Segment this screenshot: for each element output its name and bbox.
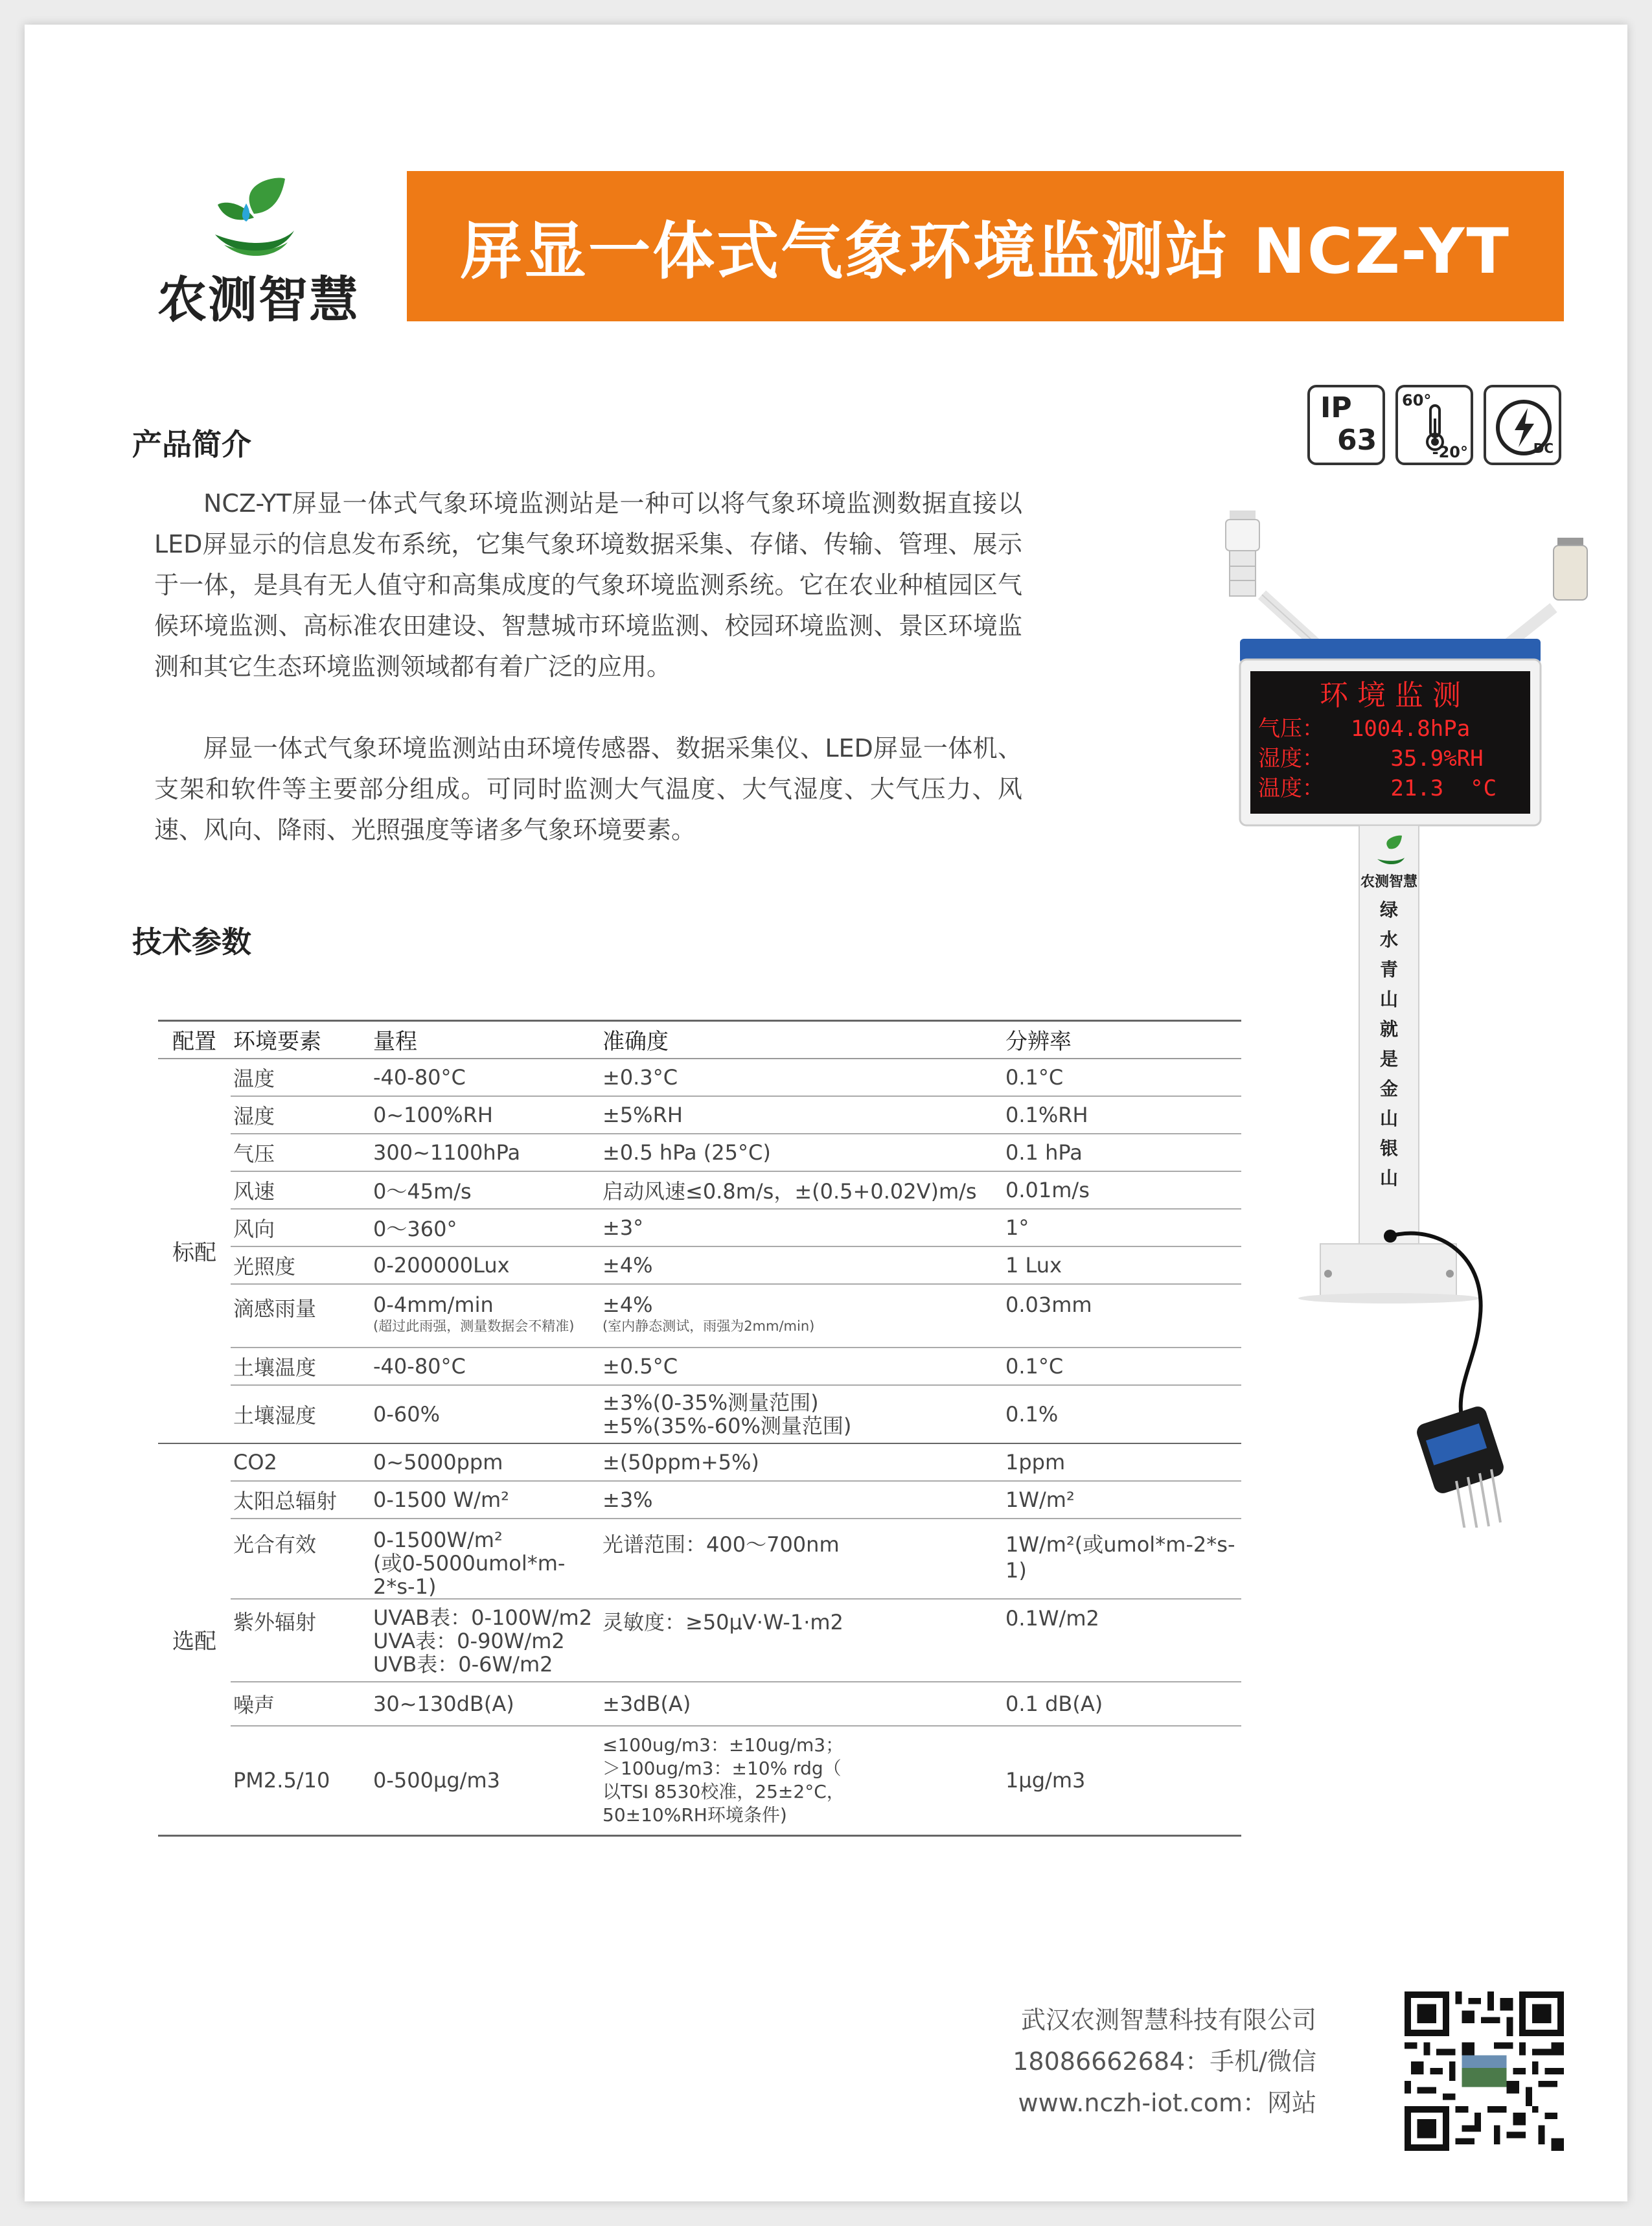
temperature-range-badge — [1395, 385, 1473, 465]
param-range: -40-80°C — [371, 1059, 600, 1096]
param-name: 湿度 — [231, 1096, 371, 1134]
soil-sensor-icon — [1414, 1404, 1506, 1528]
param-range-note: (超过此雨强，测量数据会不精准) — [373, 1318, 575, 1334]
table-header-row — [158, 1021, 1241, 1059]
slogan-char: 就 — [1379, 1018, 1399, 1040]
param-accuracy: ±3% — [600, 1481, 1003, 1519]
param-name: 温度 — [231, 1059, 371, 1096]
spec-table — [158, 1020, 1241, 1837]
param-name: 气压 — [231, 1134, 371, 1171]
post-brand: 农测智慧 — [1360, 874, 1418, 890]
slogan-char: 银 — [1379, 1138, 1399, 1159]
param-name: 风向 — [231, 1209, 371, 1246]
col-header: 准确度 — [600, 1021, 1003, 1059]
slogan-char: 绿 — [1379, 899, 1399, 921]
specs-heading: 技术参数 — [132, 924, 251, 959]
website: www.nczh-iot.com：网站 — [1018, 2089, 1316, 2117]
param-accuracy: ±5%RH — [600, 1096, 1003, 1134]
param-name: 太阳总辐射 — [231, 1481, 371, 1519]
param-accuracy-line3: 以TSI 8530校准，25±2°C， — [602, 1781, 845, 1803]
table-row — [158, 1096, 1241, 1134]
table-row — [158, 1209, 1241, 1246]
param-range: 300~1100hPa — [371, 1134, 600, 1171]
phone: 18086662684：手机/微信 — [1013, 2047, 1316, 2076]
page-title: 屏显一体式气象环境监测站 NCZ-YT — [460, 214, 1511, 288]
param-accuracy-line2: ＞100ug/m3：±10% rdg（ — [602, 1758, 842, 1780]
param-accuracy-line4: 50±10%RH环境条件) — [602, 1804, 787, 1826]
leaf-logo-icon — [209, 175, 299, 262]
table-row — [158, 1348, 1241, 1385]
col-header: 配置 — [158, 1021, 231, 1059]
param-resolution: 0.1W/m2 — [1003, 1599, 1241, 1682]
param-range-line2: UVA表：0-90W/m2 — [373, 1628, 565, 1653]
param-name: 土壤湿度 — [231, 1385, 371, 1443]
group-label-standard: 标配 — [158, 1059, 231, 1443]
param-resolution: 0.1%RH — [1003, 1096, 1241, 1134]
ip-value: 63 — [1337, 424, 1377, 457]
page — [25, 25, 1627, 2201]
param-range: 0~100%RH — [371, 1096, 600, 1134]
light-sensor-icon — [1554, 538, 1587, 600]
param-accuracy: 光谱范围：400～700nm — [600, 1519, 1003, 1599]
slogan-char: 金 — [1379, 1078, 1399, 1099]
param-name: 光照度 — [231, 1246, 371, 1284]
col-header: 量程 — [371, 1021, 600, 1059]
table-row — [158, 1726, 1241, 1836]
ip-label: IP — [1320, 391, 1352, 424]
table-row — [158, 1284, 1241, 1348]
slogan-char: 是 — [1379, 1048, 1399, 1070]
param-accuracy: ≤100ug/m3：±10ug/m3； — [602, 1734, 844, 1756]
param-name: CO2 — [231, 1443, 371, 1481]
param-accuracy: ±4% — [600, 1246, 1003, 1284]
table-row — [158, 1682, 1241, 1726]
product-photo — [1152, 504, 1605, 1528]
param-resolution: 1° — [1003, 1209, 1241, 1246]
power-label: DC — [1533, 441, 1554, 456]
param-range: 0～45m/s — [371, 1171, 600, 1209]
param-accuracy-line2: ±5%(35%-60%测量范围) — [602, 1413, 852, 1438]
led-title: 环 境 监 测 — [1320, 679, 1461, 712]
param-accuracy: ±0.3°C — [600, 1059, 1003, 1096]
param-resolution: 0.1°C — [1003, 1348, 1241, 1385]
param-range: 0-60% — [371, 1385, 600, 1443]
param-range: 30~130dB(A) — [371, 1682, 600, 1726]
slogan-char: 山 — [1379, 1167, 1399, 1189]
param-name: 噪声 — [231, 1682, 371, 1726]
led-row-humidity: 湿度： 35.9%RH — [1258, 746, 1484, 772]
qr-code-icon[interactable] — [1405, 1991, 1564, 2151]
param-name: 风速 — [231, 1171, 371, 1209]
param-accuracy: ±(50ppm+5%) — [600, 1443, 1003, 1481]
param-accuracy: ±0.5°C — [600, 1348, 1003, 1385]
param-range: 0-200000Lux — [371, 1246, 600, 1284]
slogan-char: 山 — [1379, 1108, 1399, 1129]
led-row-temperature: 温度： 21.3 °C — [1258, 775, 1497, 801]
param-range: 0-4mm/min — [373, 1292, 494, 1317]
param-name: 光合有效 — [231, 1519, 371, 1599]
param-range: 0～360° — [371, 1209, 600, 1246]
company-name: 武汉农测智慧科技有限公司 — [1020, 2006, 1316, 2034]
param-accuracy: 启动风速≤0.8m/s，±(0.5+0.02V)m/s — [600, 1171, 1003, 1209]
param-accuracy: ±3° — [600, 1209, 1003, 1246]
contact-info — [1013, 1999, 1316, 2124]
temp-high: 60° — [1402, 391, 1432, 409]
table-row — [158, 1059, 1241, 1096]
param-name: 滴感雨量 — [231, 1284, 371, 1348]
param-range: 0-1500W/m² — [373, 1527, 503, 1552]
table-row — [158, 1385, 1241, 1443]
param-accuracy: ±3%(0-35%测量范围) — [602, 1390, 819, 1415]
col-header: 分辨率 — [1003, 1021, 1241, 1059]
param-range-line2: (或0-5000umol*m-2*s-1) — [373, 1550, 566, 1599]
table-row — [158, 1443, 1241, 1481]
param-name: PM2.5/10 — [231, 1726, 371, 1836]
param-range-line3: UVB表：0-6W/m2 — [373, 1651, 553, 1677]
param-accuracy: ±3dB(A) — [600, 1682, 1003, 1726]
slogan-char: 水 — [1379, 929, 1399, 950]
param-resolution: 0.1°C — [1003, 1059, 1241, 1096]
param-accuracy: 灵敏度：≥50μV·W-1·m2 — [600, 1599, 1003, 1682]
param-resolution: 0.1 hPa — [1003, 1134, 1241, 1171]
intro-paragraph-1: NCZ-YT屏显一体式气象环境监测站是一种可以将气象环境监测数据直接以LED屏显示的信息发布系统，它集气象环境数据采集、存储、传输、管理、展示于一体，是具有无人值守和高集成度的气象环境监测系统。它在农业种植园区气候环境监测、高标准农田建设、智慧城市环境监测、校园环境监测、景区环境监测和其它生态环境监测领域都有着广泛的应用。 — [154, 489, 1022, 681]
param-resolution: 1μg/m3 — [1003, 1726, 1241, 1836]
param-range: UVAB表：0-100W/m2 — [373, 1605, 593, 1630]
param-accuracy: ±4% — [602, 1292, 653, 1317]
intro-heading: 产品简介 — [132, 427, 251, 462]
param-resolution: 1ppm — [1003, 1443, 1241, 1481]
param-resolution: 0.1 dB(A) — [1003, 1682, 1241, 1726]
feature-badges — [1307, 385, 1564, 465]
table-row — [158, 1171, 1241, 1209]
param-range: 0-1500 W/m² — [371, 1481, 600, 1519]
param-accuracy: ±0.5 hPa (25°C) — [600, 1134, 1003, 1171]
param-resolution: 1 Lux — [1003, 1246, 1241, 1284]
weather-sensor-icon — [1226, 511, 1259, 596]
param-name: 紫外辐射 — [231, 1599, 371, 1682]
title-banner — [407, 171, 1564, 321]
slogan-char: 山 — [1379, 989, 1399, 1010]
param-resolution: 0.03mm — [1003, 1284, 1241, 1348]
param-resolution: 1W/m²(或umol*m-2*s-1) — [1003, 1519, 1241, 1599]
col-header: 环境要素 — [231, 1021, 371, 1059]
temp-low: -20° — [1432, 443, 1468, 461]
brand-logo — [152, 175, 365, 328]
table-row — [158, 1246, 1241, 1284]
dc-power-badge — [1484, 385, 1561, 465]
param-name: 土壤温度 — [231, 1348, 371, 1385]
brand-name: 农测智慧 — [157, 271, 360, 328]
param-resolution: 1W/m² — [1003, 1481, 1241, 1519]
table-row — [158, 1519, 1241, 1599]
param-range: 0~5000ppm — [371, 1443, 600, 1481]
slogan-char: 青 — [1379, 959, 1399, 980]
table-row — [158, 1481, 1241, 1519]
ip-rating-badge — [1307, 385, 1385, 465]
led-row-pressure: 气压： 1004.8hPa — [1258, 716, 1471, 742]
table-row — [158, 1134, 1241, 1171]
param-resolution: 0.01m/s — [1003, 1171, 1241, 1209]
intro-paragraph-2: 屏显一体式气象环境监测站由环境传感器、数据采集仪、LED屏显一体机、支架和软件等主要部分组成。可同时监测大气温度、大气湿度、大气压力、风速、风向、降雨、光照强度等诸多气象环境要素。 — [154, 734, 1022, 844]
param-resolution: 0.1% — [1003, 1385, 1241, 1443]
param-range: -40-80°C — [371, 1348, 600, 1385]
param-range: 0-500μg/m3 — [371, 1726, 600, 1836]
param-accuracy-note: (室内静态测试，雨强为2mm/min) — [602, 1318, 815, 1334]
table-row — [158, 1599, 1241, 1682]
group-label-optional: 选配 — [158, 1443, 231, 1836]
